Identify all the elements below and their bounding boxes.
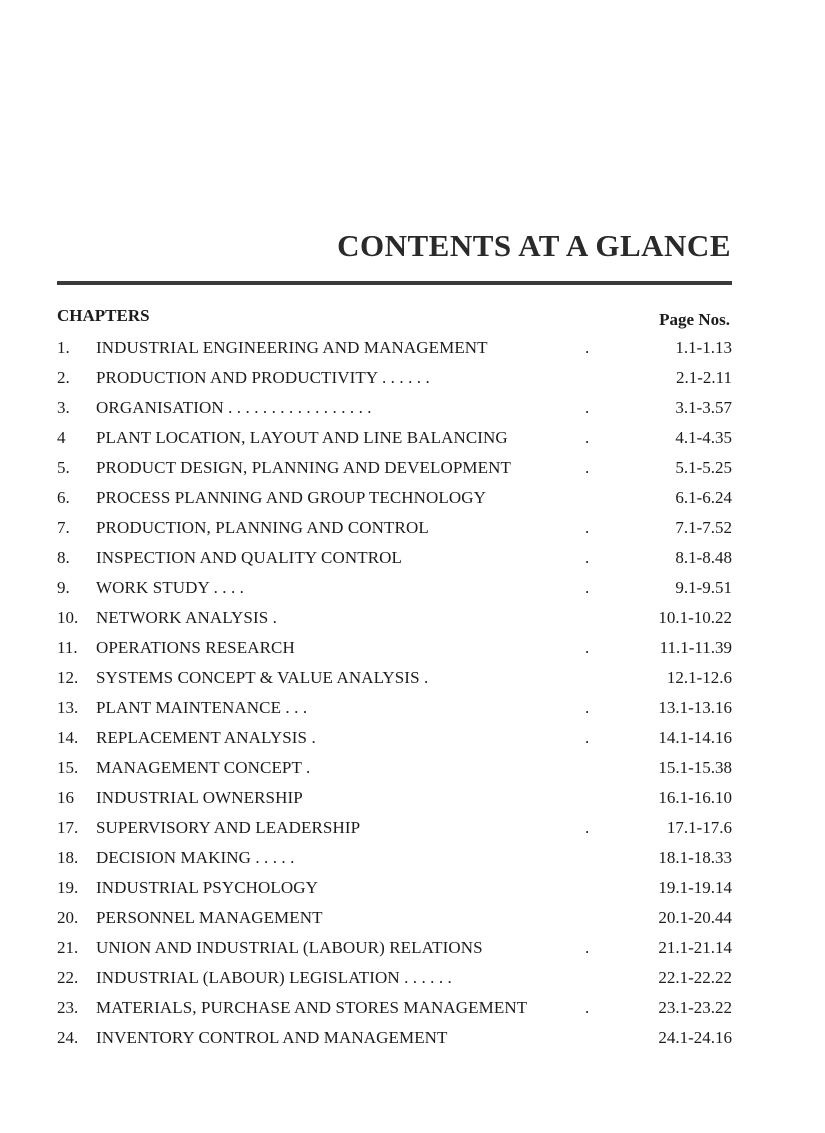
chapter-number: 2.	[57, 368, 70, 387]
chapter-page-range: 23.1-23.22	[658, 998, 732, 1017]
toc-entry	[0, 333, 825, 363]
chapter-number: 4	[57, 428, 66, 447]
chapter-number: 9.	[57, 578, 70, 597]
chapter-title: ORGANISATION . . . . . . . . . . . . . . . . .	[96, 398, 372, 417]
page-numbers-column-header: Page Nos.	[659, 310, 730, 329]
dot-leader: .	[585, 638, 590, 657]
toc-entry	[0, 693, 825, 723]
page-title: CONTENTS AT A GLANCE	[337, 228, 731, 263]
chapter-number: 1.	[57, 338, 70, 357]
chapter-title: PRODUCTION AND PRODUCTIVITY . . . . . .	[96, 368, 430, 387]
chapter-title: SUPERVISORY AND LEADERSHIP	[96, 818, 361, 837]
toc-entry	[0, 903, 825, 933]
chapter-page-range: 3.1-3.57	[675, 398, 732, 417]
chapter-page-range: 4.1-4.35	[675, 428, 732, 447]
chapter-number: 16	[57, 788, 74, 807]
chapter-page-range: 16.1-16.10	[658, 788, 732, 807]
chapter-title: REPLACEMENT ANALYSIS .	[96, 728, 316, 747]
chapter-title: INDUSTRIAL ENGINEERING AND MANAGEMENT	[96, 338, 488, 357]
chapter-page-range: 13.1-13.16	[658, 698, 732, 717]
chapter-title: PLANT MAINTENANCE . . .	[96, 698, 308, 717]
chapter-page-range: 9.1-9.51	[675, 578, 732, 597]
chapters-column-header: CHAPTERS	[57, 306, 150, 325]
toc-entry	[0, 993, 825, 1023]
toc-entry	[0, 933, 825, 963]
chapter-page-range: 15.1-15.38	[658, 758, 732, 777]
toc-entry	[0, 543, 825, 573]
chapter-number: 12.	[57, 668, 79, 687]
toc-entry	[0, 423, 825, 453]
toc-entry	[0, 753, 825, 783]
toc-entry	[0, 783, 825, 813]
chapter-page-range: 11.1-11.39	[659, 638, 732, 657]
chapter-page-range: 1.1-1.13	[675, 338, 732, 357]
chapter-page-range: 8.1-8.48	[675, 548, 732, 567]
dot-leader: .	[585, 338, 590, 357]
chapter-title: INSPECTION AND QUALITY CONTROL	[96, 548, 402, 567]
chapter-page-range: 18.1-18.33	[658, 848, 732, 867]
toc-entry	[0, 483, 825, 513]
chapter-page-range: 20.1-20.44	[658, 908, 732, 927]
dot-leader: .	[585, 548, 590, 567]
chapter-number: 5.	[57, 458, 70, 477]
chapter-number: 19.	[57, 878, 79, 897]
chapter-title: DECISION MAKING . . . . .	[96, 848, 295, 867]
toc-entry	[0, 513, 825, 543]
chapter-number: 17.	[57, 818, 79, 837]
chapter-title: UNION AND INDUSTRIAL (LABOUR) RELATIONS	[96, 938, 483, 957]
chapter-number: 3.	[57, 398, 70, 417]
chapter-page-range: 24.1-24.16	[658, 1028, 732, 1047]
toc-entry	[0, 393, 825, 423]
dot-leader: .	[585, 428, 590, 447]
chapter-number: 22.	[57, 968, 79, 987]
chapter-title: NETWORK ANALYSIS .	[96, 608, 277, 627]
chapter-number: 15.	[57, 758, 79, 777]
dot-leader: .	[585, 518, 590, 537]
toc-entry	[0, 363, 825, 393]
dot-leader: .	[585, 998, 590, 1017]
chapter-title: INDUSTRIAL (LABOUR) LEGISLATION . . . . . .	[96, 968, 452, 987]
chapter-title: INDUSTRIAL OWNERSHIP	[96, 788, 303, 807]
chapter-number: 7.	[57, 518, 70, 537]
chapter-number: 14.	[57, 728, 79, 747]
chapter-title: WORK STUDY . . . .	[96, 578, 245, 597]
chapter-number: 13.	[57, 698, 79, 717]
chapter-page-range: 12.1-12.6	[666, 668, 732, 687]
toc-entry	[0, 633, 825, 663]
toc-entry	[0, 813, 825, 843]
chapter-title: OPERATIONS RESEARCH	[96, 638, 295, 657]
chapter-page-range: 22.1-22.22	[658, 968, 732, 987]
dot-leader: .	[585, 818, 590, 837]
chapter-title: PLANT LOCATION, LAYOUT AND LINE BALANCING	[96, 428, 508, 447]
chapter-page-range: 5.1-5.25	[675, 458, 732, 477]
chapter-number: 20.	[57, 908, 79, 927]
toc-entry	[0, 663, 825, 693]
chapter-title: PROCESS PLANNING AND GROUP TECHNOLOGY	[96, 488, 487, 507]
chapter-title: MANAGEMENT CONCEPT .	[96, 758, 311, 777]
chapter-title: SYSTEMS CONCEPT & VALUE ANALYSIS .	[96, 668, 429, 687]
chapter-page-range: 7.1-7.52	[675, 518, 732, 537]
chapter-number: 10.	[57, 608, 79, 627]
dot-leader: .	[585, 398, 590, 417]
chapter-title: MATERIALS, PURCHASE AND STORES MANAGEMENT	[96, 998, 528, 1017]
chapter-page-range: 21.1-21.14	[658, 938, 732, 957]
chapter-page-range: 14.1-14.16	[658, 728, 732, 747]
chapter-page-range: 19.1-19.14	[658, 878, 732, 897]
chapter-title: PRODUCTION, PLANNING AND CONTROL	[96, 518, 429, 537]
chapter-number: 21.	[57, 938, 79, 957]
dot-leader: .	[585, 698, 590, 717]
table-of-contents	[0, 333, 825, 1053]
toc-entry	[0, 453, 825, 483]
toc-entry	[0, 873, 825, 903]
chapter-number: 6.	[57, 488, 70, 507]
chapter-page-range: 6.1-6.24	[675, 488, 732, 507]
toc-entry	[0, 573, 825, 603]
toc-entry	[0, 963, 825, 993]
chapter-number: 8.	[57, 548, 70, 567]
chapter-number: 24.	[57, 1028, 79, 1047]
dot-leader: .	[585, 728, 590, 747]
chapter-page-range: 2.1-2.11	[675, 368, 732, 387]
chapter-title: PERSONNEL MANAGEMENT	[96, 908, 323, 927]
chapter-page-range: 17.1-17.6	[666, 818, 732, 837]
dot-leader: .	[585, 578, 590, 597]
toc-entry	[0, 843, 825, 873]
chapter-title: PRODUCT DESIGN, PLANNING AND DEVELOPMENT	[96, 458, 511, 477]
chapter-number: 18.	[57, 848, 79, 867]
toc-entry	[0, 723, 825, 753]
dot-leader: .	[585, 458, 590, 477]
chapter-number: 23.	[57, 998, 79, 1017]
toc-entry	[0, 603, 825, 633]
title-divider	[57, 281, 732, 285]
toc-entry	[0, 1023, 825, 1053]
dot-leader: .	[585, 938, 590, 957]
chapter-page-range: 10.1-10.22	[658, 608, 732, 627]
chapter-title: INVENTORY CONTROL AND MANAGEMENT	[96, 1028, 448, 1047]
chapter-title: INDUSTRIAL PSYCHOLOGY	[96, 878, 319, 897]
chapter-number: 11.	[57, 638, 78, 657]
